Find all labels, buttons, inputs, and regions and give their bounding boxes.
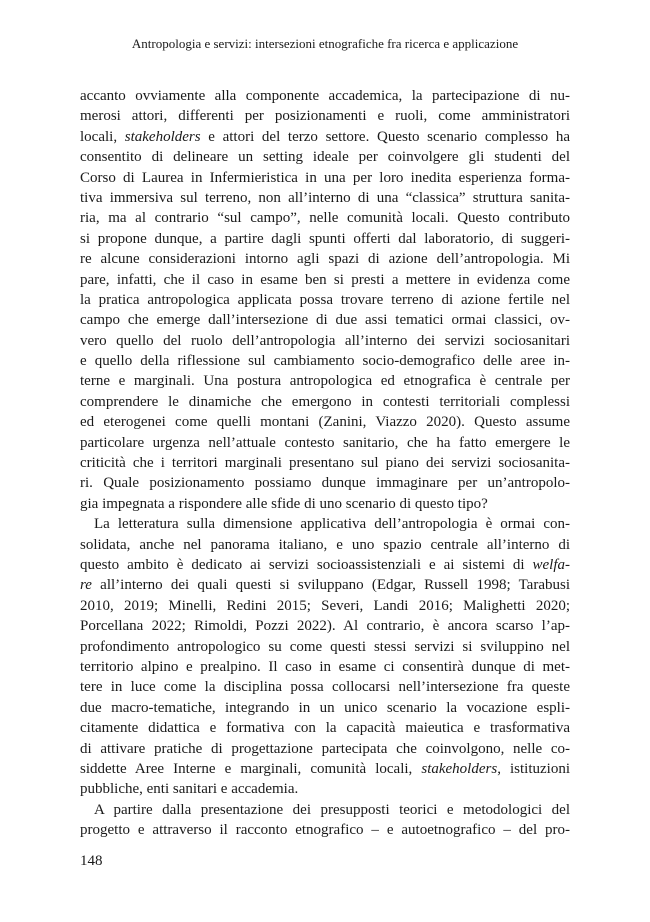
- text-line: pubbliche, enti sanitari e accademia.: [80, 781, 299, 798]
- text-line: ria, ma al contrario “sul campo”, nelle comunità locali. Questo contributo: [80, 210, 570, 227]
- text-line: di attivare pratiche di progettazione partecipata che coinvolgono, nelle co-: [80, 740, 570, 757]
- italic-term: stakeholders: [124, 128, 201, 145]
- text-line: gia impegnata a rispondere alle sfide di uno scenario di questo tipo?: [80, 495, 488, 512]
- text-run: e attori del terzo settore. Questo scenario complesso ha: [200, 128, 570, 145]
- text-line: tiva immersiva sul terreno, non all’interno di una “classica” struttura sanita-: [80, 189, 570, 206]
- text-line: Corso di Laurea in Infermieristica in una per loro inedita esperienza forma-: [80, 169, 570, 186]
- text-line: terne e marginali. Una postura antropologica ed etnografica è centrale per: [80, 373, 570, 390]
- text-run: locali,: [80, 128, 125, 145]
- text-line: profondimento antropologico su come questi stessi servizi si sviluppino nel: [80, 638, 570, 655]
- text-line: Porcellana 2022; Rimoldi, Pozzi 2022). Al contrario, è ancora scarso l’ap-: [80, 618, 570, 635]
- italic-term: re: [80, 577, 92, 594]
- text-line: pare, infatti, che il caso in esame ben si presti a mettere in evidenza come: [80, 271, 570, 288]
- text-line: 2010, 2019; Minelli, Redini 2015; Severi, Landi 2016; Malighetti 2020;: [80, 597, 570, 614]
- italic-term: welfa-: [532, 556, 570, 573]
- text-line: territorio alpino e prealpino. Il caso in esame ci consentirà dunque di met-: [80, 658, 570, 675]
- text-line: vero quello del ruolo dell’antropologia all’interno dei servizi sociosanitari: [80, 332, 570, 349]
- text-line: accanto ovviamente alla componente accademica, la partecipazione di nu-: [80, 88, 570, 104]
- italic-term: stakeholders: [421, 760, 498, 777]
- page-number: 148: [80, 853, 103, 869]
- running-head: Antropologia e servizi: intersezioni etnografiche fra ricerca e applicazione: [131, 36, 519, 51]
- text-line: criticità che i territori marginali presentano sul piano dei servizi sociosanita-: [80, 455, 570, 472]
- text-line: si propone dunque, a partire dagli spunti offerti dal laboratorio, di suggeri-: [80, 230, 570, 247]
- text-run: questo ambito è dedicato ai servizi socioassistenziali e ai sistemi di: [80, 556, 533, 573]
- text-line: ed eterogenei come quelli montani (Zanini, Viazzo 2020). Questo assume: [80, 414, 570, 431]
- text-line: re alcune considerazioni intorno agli spazi di azione dell’antropologia. Mi: [80, 251, 570, 268]
- text-line: progetto e attraverso il racconto etnografico – e autoetnografico – del pro-: [80, 822, 570, 839]
- text-line: e quello della riflessione sul cambiamento socio-demografico delle aree in-: [80, 353, 570, 370]
- text-line: solidata, anche nel panorama italiano, e uno spazio centrale all’interno di: [80, 536, 570, 553]
- text-line: la pratica antropologica applicata possa trovare terreno di azione fertile nel: [80, 291, 570, 308]
- text-line: citamente didattica e formativa con la capacità maieutica e trasformativa: [80, 720, 570, 737]
- text-run: all’interno dei quali questi si sviluppano (Edgar, Russell 1998; Tarabusi: [91, 577, 570, 594]
- text-line: comprendere le dinamiche che emergono in contesti territoriali complessi: [80, 393, 570, 410]
- text-line: merosi attori, differenti per posizionamenti e ruoli, come amministratori: [80, 108, 570, 125]
- text-run: , istituzioni: [497, 760, 570, 777]
- text-line: [80, 575, 570, 595]
- text-line: campo che emerge dall’intersezione di due assi tematici ormai classici, ov-: [80, 312, 570, 329]
- text-line: tere in luce come la disciplina possa collocarsi nell’intersezione fra queste: [80, 679, 570, 696]
- text-line: [80, 555, 570, 575]
- text-line: La letteratura sulla dimensione applicativa dell’antropologia è ormai con-: [94, 516, 570, 533]
- body-text: [80, 86, 570, 840]
- text-line: due macro-tematiche, integrando in un unico scenario la vocazione espli-: [80, 699, 570, 716]
- text-line: A partire dalla presentazione dei presupposti teorici e metodologici del: [94, 801, 570, 818]
- text-line: ri. Quale posizionamento possiamo dunque immaginare per un’antropolo-: [80, 475, 570, 492]
- text-line: particolare urgenza nell’attuale contesto sanitario, che ha fatto emergere le: [80, 434, 570, 451]
- text-line: [80, 127, 570, 147]
- text-line: [80, 759, 570, 779]
- text-line: consentito di delineare un setting ideale per coinvolgere gli studenti del: [80, 149, 570, 166]
- text-run: siddette Aree Interne e marginali, comunità locali,: [80, 760, 422, 777]
